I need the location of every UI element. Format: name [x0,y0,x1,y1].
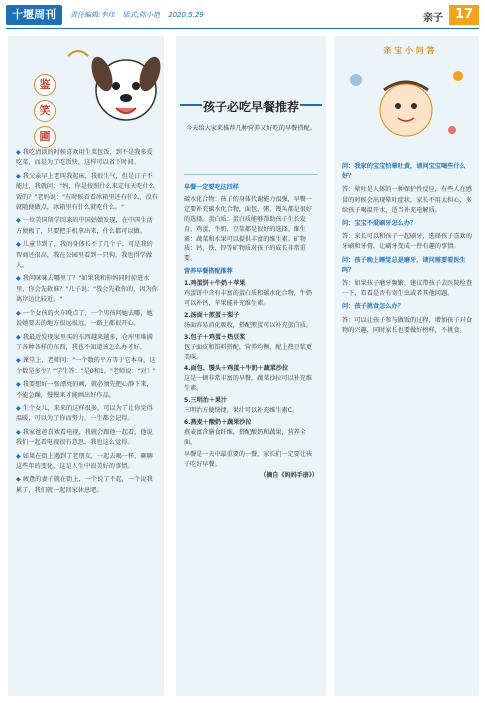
masthead: 十堰周刊 [6,5,62,25]
breakfast-article [176,36,326,696]
title-char-1: 鉴 [34,74,56,96]
qa-answer: 答：可以让孩子参与做饭的过程，增加孩子对食物的兴趣，同时家长也要做好榜样，不挑食。 [342,316,472,334]
joke-paragraph: ◆ 我要想好一张漂亮的画，就必须先把心静下来，不能急躁，慢慢来才能画出好作品。 [16,380,158,401]
title-decoration-right [300,104,322,106]
column-title [34,74,58,152]
qa-question: 问：我家的宝宝怕晕吐黄，请问宝宝喝些什么好？ [342,163,466,181]
header-meta [70,10,210,20]
cartoon-dog-illustration [8,36,164,144]
title-decoration-left [180,104,202,106]
qa-question: 问：孩子挑食怎么办？ [342,303,404,311]
article-body [184,180,318,690]
page-number: 17 [449,5,479,25]
qa-answer: 答：晕吐是人体的一种保护性反应，有些人在感冒的时候会出现晕吐症状，家长不用太担心，多给孩子喝温开水，适当补充电解质。 [342,186,472,214]
issue-date: 2020.5.29 [168,11,204,19]
article-divider [184,174,318,175]
title-char-2: 笑 [34,100,56,122]
joke-paragraph: ◆ 我问咪咪去哪里了？"如果我和你妈同时掉进水里，你会先救谁？"儿子说："我会先救你的，因为你离岸边比较近。" [16,274,158,305]
jokes-column [8,36,164,696]
article-closing: 早餐是一天中最重要的一餐，家长们一定要让孩子吃好早餐。 [184,450,312,468]
joke-paragraph: ◆ 疲惫的妻子就在街上，一个说了不起，一个说我累了，我们就一起回家休息吧。 [16,475,158,496]
menu-item-text: 鸡蛋饼中含有丰富的蛋白质和碳水化合物，牛奶可以补钙，苹果能补充维生素。 [184,290,312,307]
joke-paragraph: ◆ 我家爸爸喜欢看电视，我就会跟他一起看，他说我们一起看电视很有意思，我也这么觉得。 [16,428,158,449]
section-text: 碳水化合物：孩子的身体代谢能力很强，早餐一定要补充碳水化合物，面包、粥、馒头都是很好的选择。蛋白质：蛋白质能够帮助孩子生长发育，鸡蛋、牛奶、豆浆都是很好的选择。维生素：蔬菜和水果可以提供丰富的维生素。矿物质：钙、铁、锌等矿物质对孩子的成长非常重要。 [184,195,312,263]
menu-item-text: 这是一顿非常丰富的早餐，蔬菜沙拉可以补充维生素。 [184,375,312,393]
article-lead: 今天给大家来推荐几种营养又好吃的早餐搭配。 [186,125,316,132]
joke-paragraph: ◆ 课堂上，老师问："一个数的平方等于它本身，这个数是多少？"学生答："是0和1。"老师说："对！" [16,356,158,377]
joke-paragraph: ◆ 我父亲早上老叫我起床，我很生气，但是日子不能过，我就问："妈，你是按照什么来定每天吃什么饭的？"老妈说："有时候看看冰箱里还有什么，没有就随便做点，冰箱里有什么就吃什么。" [16,172,158,214]
joke-paragraph: ◆ 我吃清淡的时候喜欢用生菜包饭，到不是我多爱吃菜，而是为了吃饭快，这样可以省下时间。 [16,148,158,169]
qa-answer: 答：家长可以和孩子一起刷牙，选择孩子喜欢的牙刷和牙膏，让刷牙变成一件有趣的事情。 [342,233,472,251]
menu-item-name: 1.鸡蛋饼＋牛奶＋苹果 [184,280,246,288]
title-char-3: 圃 [34,126,56,148]
qa-badge: 亲 宝 小 问 答 [383,46,435,55]
menu-item-text: 燕麦富含膳食纤维，搭配酸奶和蔬果，营养全面。 [184,428,306,446]
joke-paragraph: ◆ 我最近发现家里买的东西越来越多，仓库里堆满了各种各样的东西，我也不知道该怎么办才好。 [16,333,158,354]
menu-item-name: 2.汤面＋煎蛋＋梨子 [184,311,240,319]
joke-paragraph: ◆ 一个女孩的火车晚点了，一个男孩问她去哪，她说她要去的地方很远很远，一路上都很开心。 [16,309,158,330]
menu-item-text: 包子面皮和馅料搭配，营养均衡，配上热豆浆更美味。 [184,343,312,361]
joke-paragraph: ◆ 如果在街上遇到了老朋友，一起去喝一杯，聊聊这些年的变化，这是人生中很美好的事情。 [16,452,158,473]
menu-item-text: 汤面容易消化吸收，搭配煎蛋可以补充蛋白质。 [184,321,312,329]
qa-question: 问：宝宝不爱刷牙怎么办？ [342,220,417,228]
editor-credit: 责任编辑:李玮 [70,11,115,19]
joke-paragraph: ◆ 一位美国留学回来的中国姑娘发现，在中国生活方便极了，只要把手机拿出来，什么都可以做。 [16,216,158,237]
menu-item-name: 6.燕麦＋酸奶＋蔬果沙拉 [184,418,252,426]
qa-question: 问：孩子晚上睡觉总是磨牙，请问需要看医生吗？ [342,256,466,274]
section-heading: 早餐一定要吃这四样 [184,184,239,191]
header-divider [6,28,479,29]
jokes-body [16,148,158,692]
article-source: （摘自《妈妈手册》） [260,472,318,480]
section-heading: 营养早餐搭配推荐 [184,268,233,276]
joke-paragraph: ◆ 儿童节到了，我的身体长不了几个子，可是我的智商还很高，我在公园里看到一只狗，我也得学做人。 [16,240,158,271]
section-name: 亲子 [423,13,443,24]
page-header [0,0,485,30]
article-title: 孩子必吃早餐推荐 [202,100,299,114]
baby-illustration [334,50,479,150]
menu-item-name: 5.三明治＋果汁 [184,397,228,405]
menu-item-text: 三明治方便快捷，果汁可以补充维生素C。 [184,407,298,415]
article-title-box [180,94,322,120]
joke-paragraph: ◆ 生个女儿，来来的这样很多，可以为了让你觉得温暖，可以为了你而努力，一生都会记得。 [16,404,158,425]
qa-answer: 答：如果孩子磨牙频繁，建议带孩子去医院检查一下，看看是否有寄生虫或者其他问题。 [342,280,472,298]
qa-body [342,162,473,692]
qa-column [334,36,479,696]
menu-item-name: 4.面包、馒头＋鸡蛋＋牛奶＋蔬菜沙拉 [184,365,289,373]
designer-credit: 版式:陈小艳 [122,11,160,19]
menu-item-name: 3.包子＋鸡蛋＋热豆浆 [184,333,246,341]
